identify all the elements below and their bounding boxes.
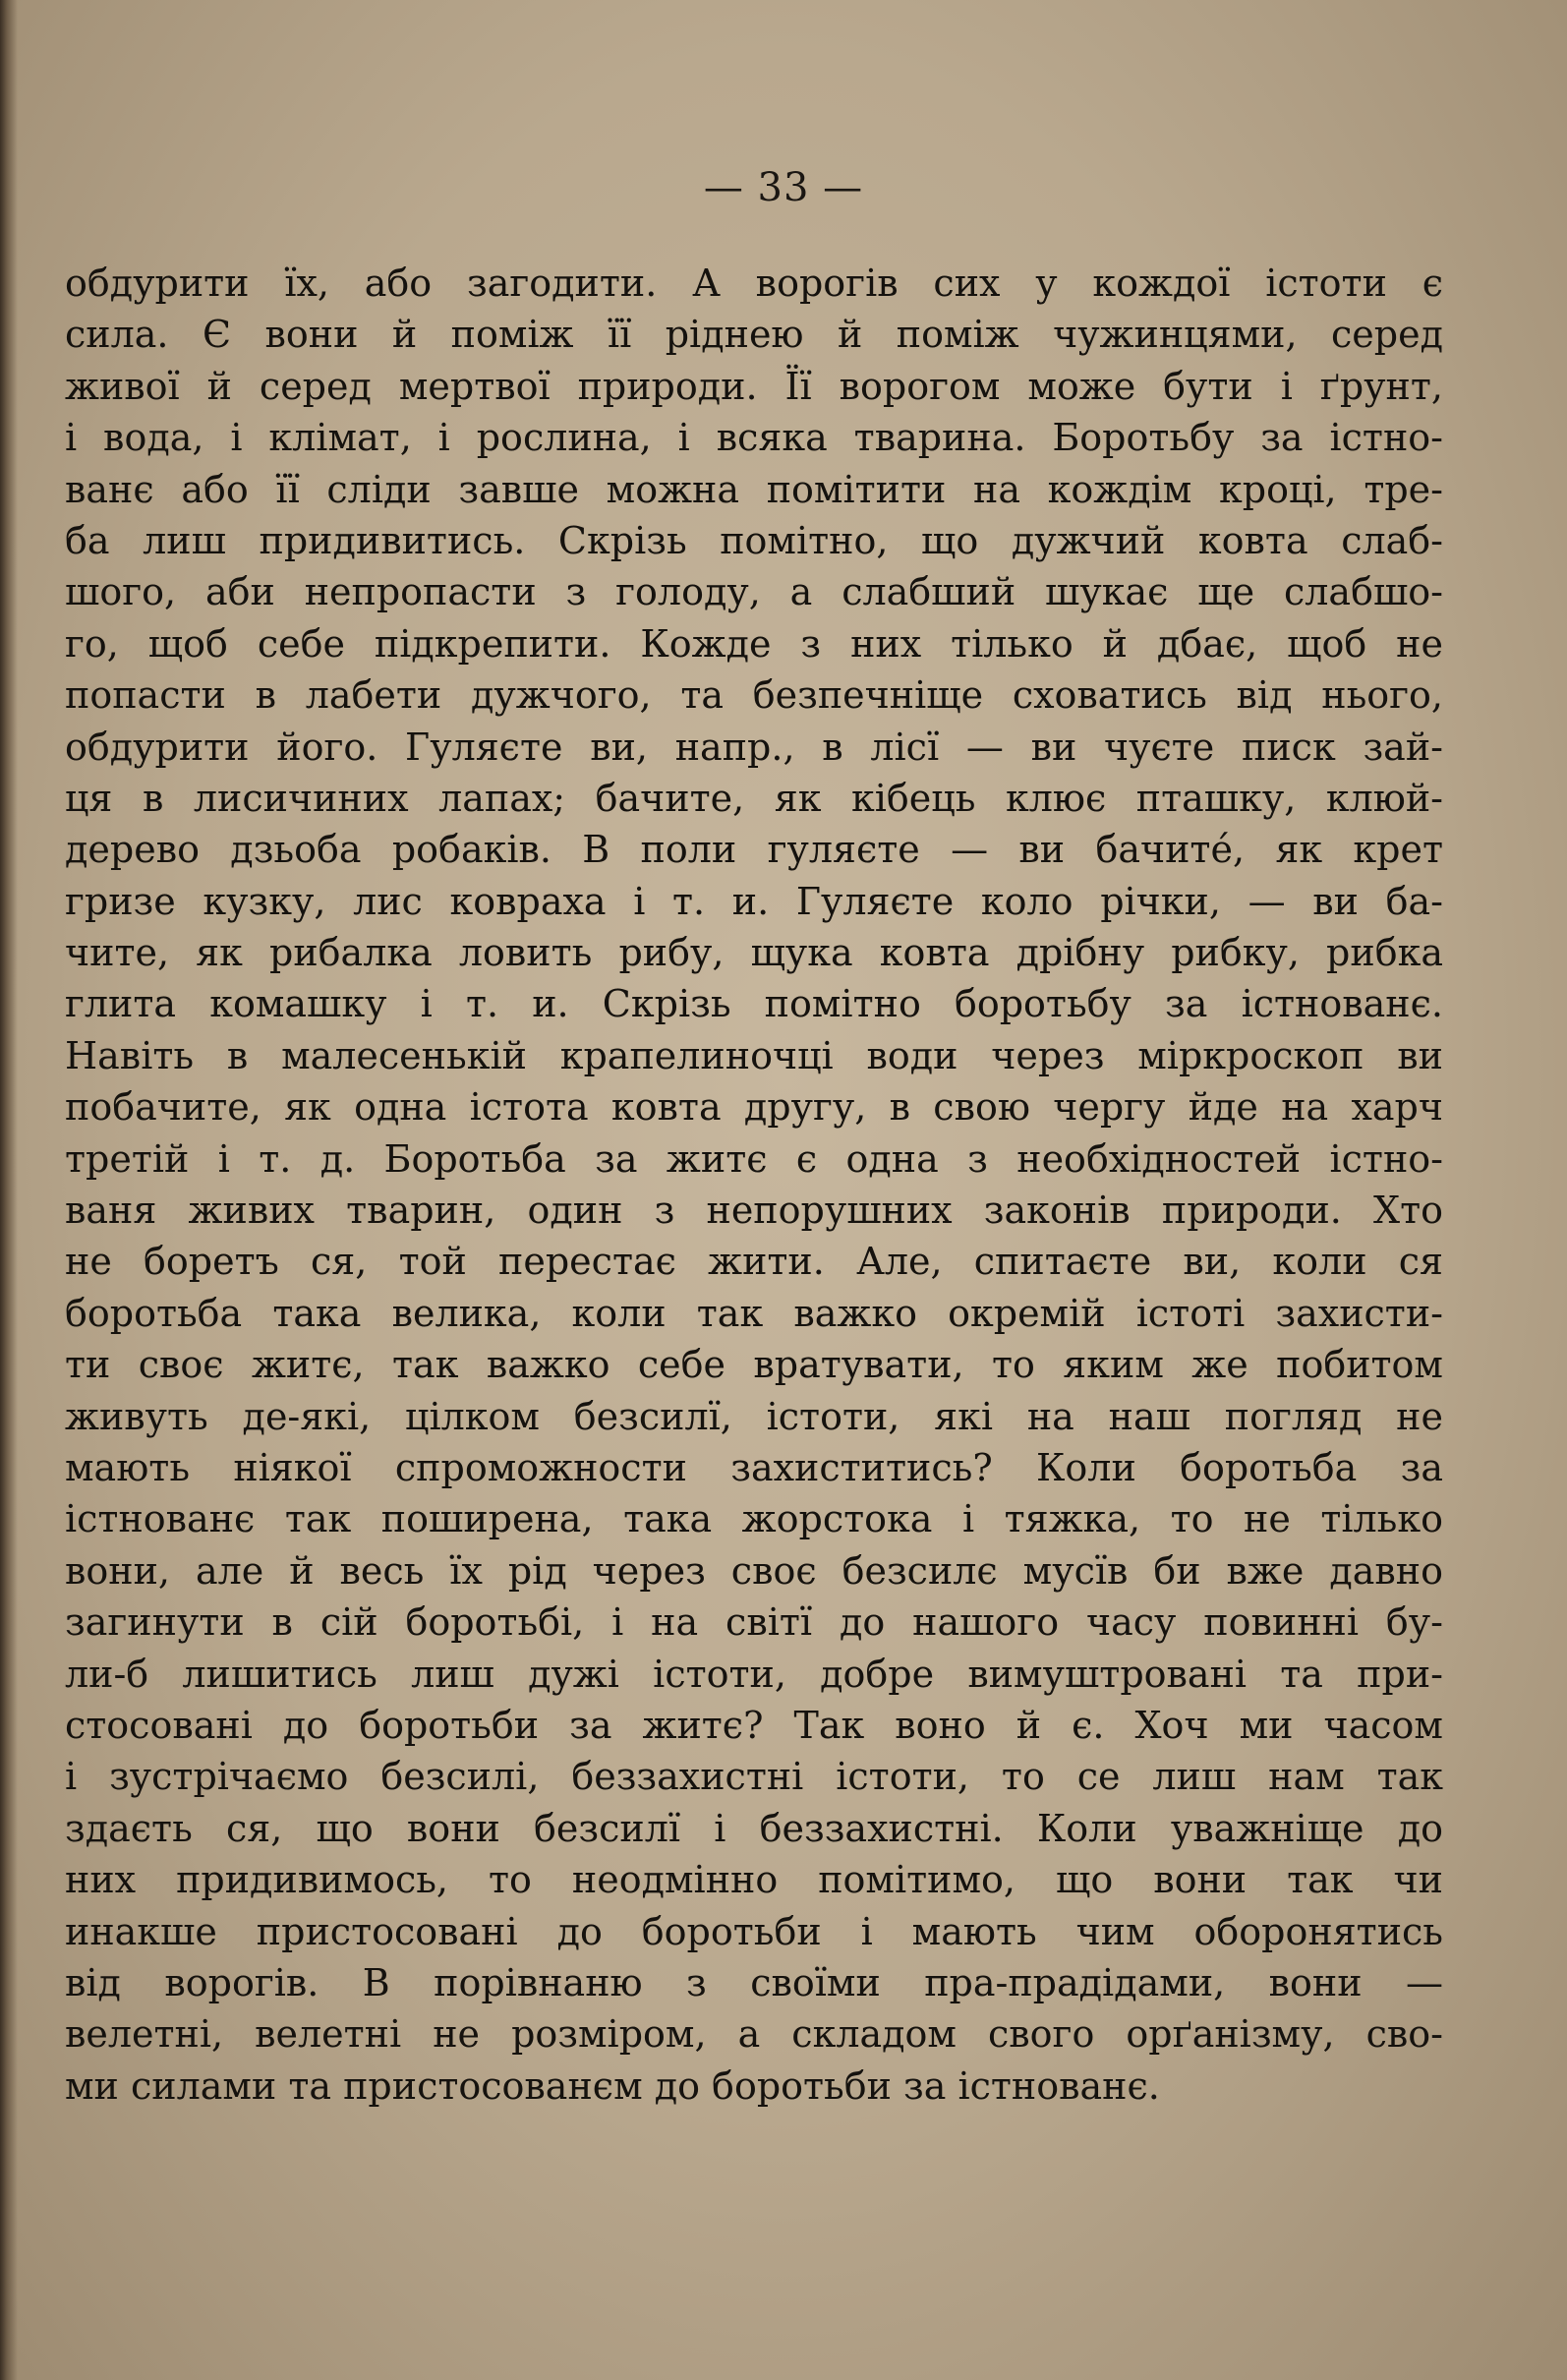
text-line: здаєть ся, що вони безсилї і беззахистні. Коли уважніще до [65, 1806, 1443, 1850]
text-line: і вода, і клімат, і рослина, і всяка тварина. Боротьбу за істно- [65, 416, 1443, 460]
text-line: велетні, велетні не розміром, а складом свого орґанізму, сво- [65, 2012, 1443, 2057]
text-line: не боретъ ся, той перестає жити. Але, спитаєте ви, коли ся [65, 1240, 1443, 1284]
text-line: від ворогів. В порівнаню з своїми пра-прадідами, вони — [65, 1960, 1443, 2004]
text-line: них придивимось, то неодмінно помітимо, що вони так чи [65, 1858, 1443, 1902]
body-text [65, 258, 1443, 2112]
text-line: Навіть в малесенькій крапелиночці води через міркроскоп ви [65, 1033, 1443, 1077]
text-line: стосовані до боротьби за житє? Так воно й є. Хоч ми часом [65, 1703, 1443, 1747]
text-line: обдурити їх, або загодити. А ворогів сих у кождої істоти є [65, 261, 1443, 305]
text-line: попасти в лабети дужчого, та безпечніще сховатись від нього, [65, 673, 1443, 718]
page-number: — 33 — [703, 165, 864, 210]
text-line: ми силами та пристосованєм до боротьби за істнованє. [65, 2063, 1160, 2108]
text-line: побачите, як одна істота ковта другу, в свою чергу йде на харч [65, 1085, 1443, 1130]
text-line: ця в лисичиних лапах; бачите, як кібець клює пташку, клюй- [65, 776, 1443, 820]
text-line: ли-б лишитись лиш дужі істоти, добре вимуштровані та при- [65, 1652, 1443, 1696]
text-line: третій і т. д. Боротьба за житє є одна з необхідностей істно- [65, 1136, 1443, 1181]
text-line: чите, як рибалка ловить рибу, щука ковта дрібну рибку, рибка [65, 931, 1443, 975]
text-line: боротьба така велика, коли так важко окремій істоті захисти- [65, 1291, 1443, 1335]
text-line: инакше пристосовані до боротьби і мають чим оборонятись [65, 1909, 1443, 1953]
page-binding-edge [0, 0, 18, 2380]
text-line: гризе кузку, лис ковраха і т. и. Гуляєте коло річки, — ви ба- [65, 879, 1443, 923]
text-line: ти своє житє, так важко себе вратувати, то яким же побитом [65, 1343, 1443, 1387]
text-line: ванє або її сліди завше можна помітити на кождім кроці, тре- [65, 467, 1443, 511]
text-line: мають ніякої спроможности захиститись? Коли боротьба за [65, 1445, 1443, 1489]
text-line: глита комашку і т. и. Скрізь помітно боротьбу за істнованє. [65, 982, 1443, 1026]
text-line: сила. Є вони й поміж її ріднею й поміж чужинцями, серед [65, 313, 1443, 357]
text-line: шого, аби непропасти з голоду, а слабший шукає ще слабшо- [65, 570, 1443, 614]
text-line: ваня живих тварин, один з непорушних законів природи. Хто [65, 1189, 1443, 1233]
text-line: загинути в сій боротьбі, і на світї до нашого часу повинні бу- [65, 1600, 1443, 1645]
text-line: го, щоб себе підкрепити. Кожде з них тілько й дбає, щоб не [65, 621, 1443, 666]
text-line: обдурити його. Гуляєте ви, напр., в лісї — ви чуєте писк зай- [65, 725, 1443, 769]
text-line: вони, але й весь їх рід через своє безсилє мусїв би вже давно [65, 1548, 1443, 1593]
text-line: дерево дзьоба робаків. В поли гуляєте — ви бачитé, як крет [65, 828, 1443, 872]
text-line: і зустрічаємо безсилі, беззахистні істоти, то се лиш нам так [65, 1755, 1443, 1799]
text-line: живуть де-які, цілком безсилї, істоти, які на наш погляд не [65, 1394, 1443, 1438]
text-line: істнованє так поширена, така жорстока і тяжка, то не тілько [65, 1497, 1443, 1541]
text-line: ба лиш придивитись. Скрізь помітно, що дужчий ковта слаб- [65, 518, 1443, 562]
text-line: живої й серед мертвої природи. Її ворогом може бути і ґрунт, [65, 364, 1443, 408]
